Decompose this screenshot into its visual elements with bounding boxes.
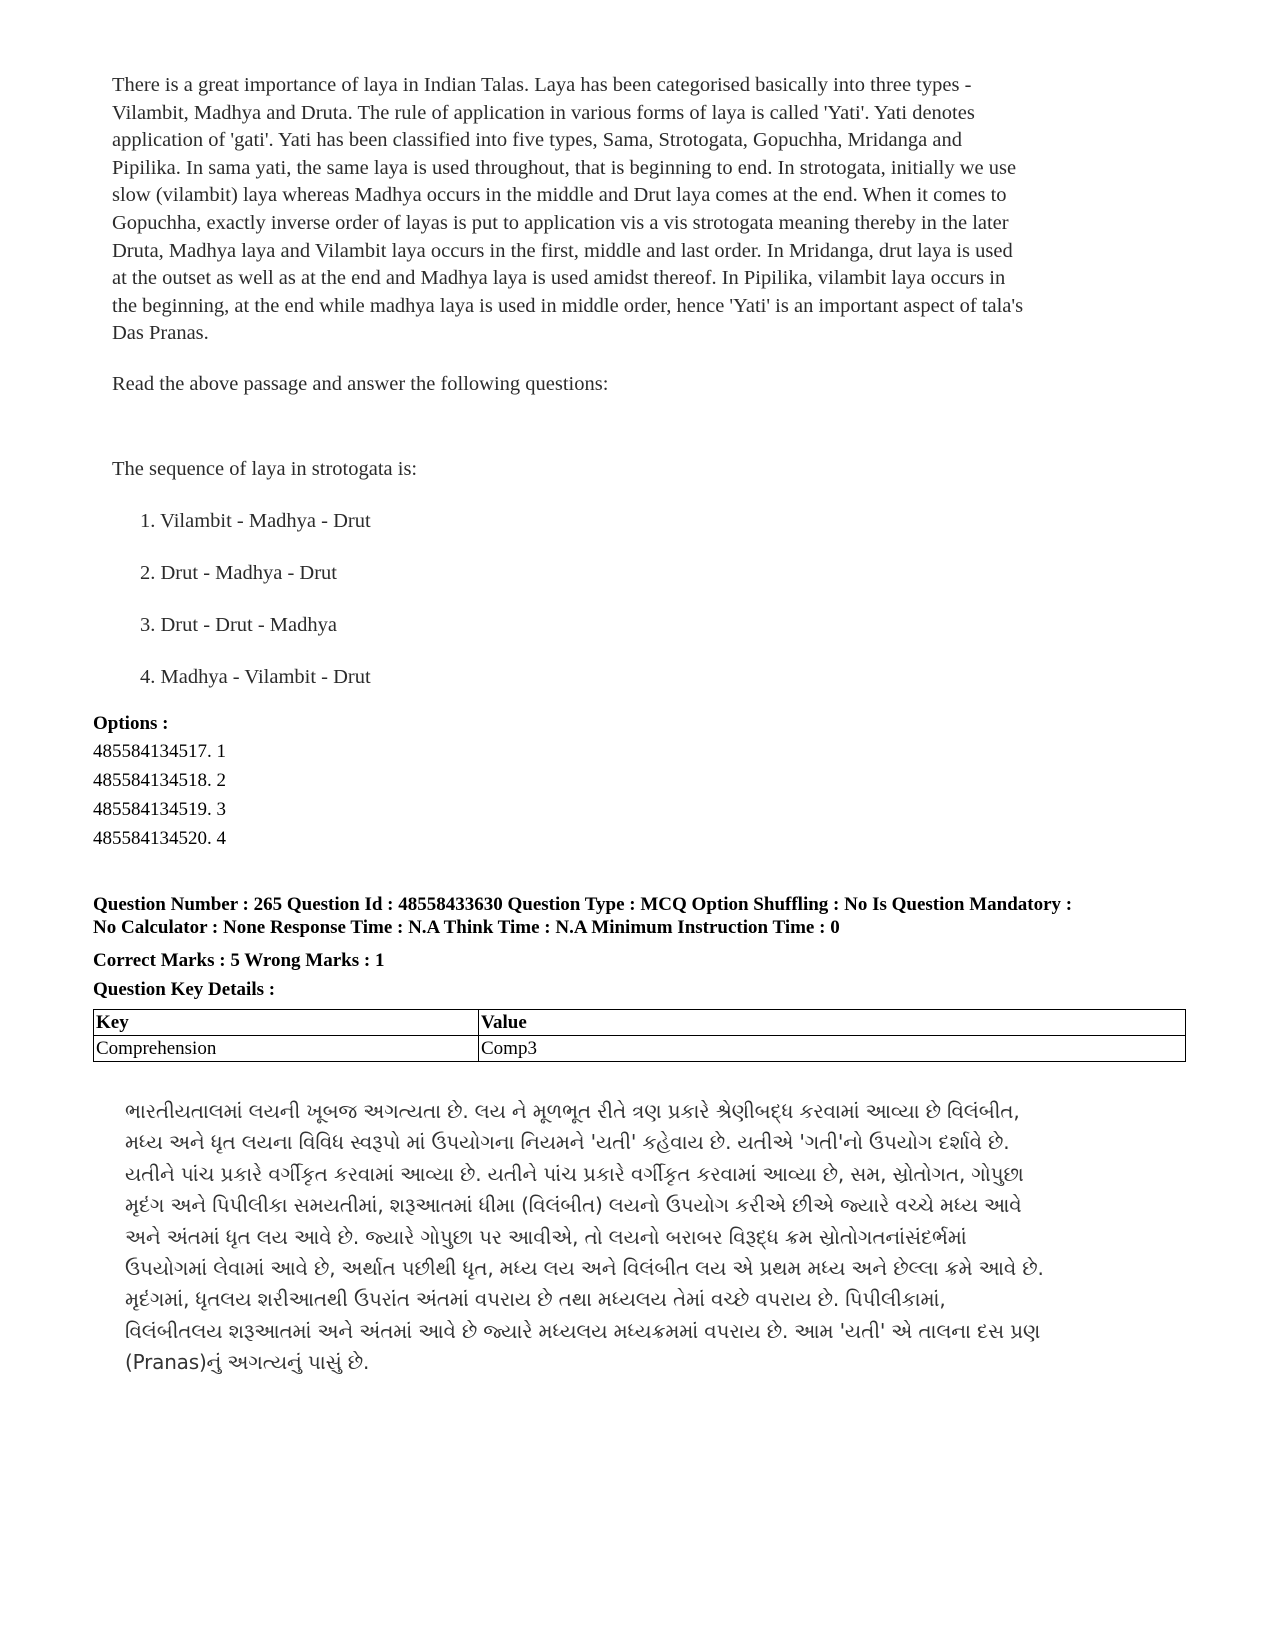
question-choice: 3. Drut - Drut - Madhya: [140, 614, 337, 636]
question-meta-line: Question Number : 265 Question Id : 48558433630 Question Type : MCQ Option Shuffling : No Is Question Mandatory :: [93, 894, 1073, 915]
table-header-value: Value: [479, 1010, 1186, 1036]
gujarati-line: ઉપયોગમાં લેવામાં આવે છે, અર્થાત પછીથી ધૃત, મધ્ય લય અને વિલંબીત લય એ પ્રથમ મધ્ય અને છેલ્લા ક્રમે આવે છે.: [125, 1256, 1044, 1281]
option-item: 485584134517. 1: [93, 741, 226, 762]
options-heading: Options :: [93, 713, 169, 734]
question-text: The sequence of laya in strotogata is:: [112, 458, 418, 480]
option-item: 485584134519. 3: [93, 799, 226, 820]
passage-line: Pipilika. In sama yati, the same laya is used throughout, that is beginning to end. In strotogata, initially we use: [112, 156, 1017, 179]
question-choice: 4. Madhya - Vilambit - Drut: [140, 666, 371, 688]
passage-line: Vilambit, Madhya and Druta. The rule of application in various forms of laya is called 'Yati'. Yati denotes: [112, 101, 975, 124]
table-cell-value: Comp3: [479, 1036, 1186, 1062]
option-item: 485584134518. 2: [93, 770, 226, 791]
gujarati-line: મૃદંગ અને પિપીલીકા સમયતીમાં, શરૂઆતમાં ધીમા (વિલંબીત) લયનો ઉપયોગ કરીએ છીએ જ્યારે વચ્ચે મધ્ય આવે: [125, 1193, 1022, 1218]
passage-line: Druta, Madhya laya and Vilambit laya occurs in the first, middle and last order. In Mridanga, drut laya is used: [112, 239, 1013, 262]
passage-line: the beginning, at the end while madhya laya is used in middle order, hence 'Yati' is an important aspect of tala's: [112, 294, 1024, 317]
gujarati-line: અને અંતમાં ધૃત લય આવે છે. જ્યારે ગોપુછા પર આવીએ, તો લયનો બરાબર વિરૂદ્ધ ક્રમ સ્રોતોગતનાંસંદર્ભમાં: [125, 1224, 967, 1249]
passage-instruction: Read the above passage and answer the following questions:: [112, 373, 609, 395]
question-meta-line: No Calculator : None Response Time : N.A Think Time : N.A Minimum Instruction Time : 0: [93, 917, 840, 938]
gujarati-line: મધ્ય અને ધૃત લયના વિવિધ સ્વરૂપો માં ઉપયોગના નિયમને 'યતી' કહેવાય છે. યતીએ 'ગતી'નો ઉપયોગ દર્શાવે છે.: [125, 1130, 1010, 1155]
option-item: 485584134520. 4: [93, 828, 226, 849]
gujarati-line: યતીને પાંચ પ્રકારે વર્ગીકૃત કરવામાં આવ્યા છે. યતીને પાંચ પ્રકારે વર્ગીકૃત કરવામાં આવ્યા છે, સમ, સ્રોતોગત, ગોપુછા: [125, 1161, 1024, 1186]
table-cell-key: Comprehension: [94, 1036, 479, 1062]
passage-line: at the outset as well as at the end and Madhya laya is used amidst thereof. In Pipilika, vilambit laya occurs in: [112, 267, 1006, 290]
question-choice: 1. Vilambit - Madhya - Drut: [140, 510, 371, 532]
gujarati-line: મૃદંગમાં, ધૃતલય શરીઆતથી ઉપરાંત અંતમાં વપરાય છે તથા મધ્યલય તેમાં વચ્છે વપરાય છે. પિપીલીકામાં,: [125, 1287, 946, 1312]
marks-line: Correct Marks : 5 Wrong Marks : 1: [93, 950, 385, 971]
table-header-key: Key: [94, 1010, 479, 1036]
passage-line: slow (vilambit) laya whereas Madhya occurs in the middle and Drut laya comes at the end. When it comes to: [112, 184, 1007, 207]
table-header-row: [94, 1010, 1186, 1036]
gujarati-passage: [125, 1096, 1185, 1379]
gujarati-line: (Pranas)નું અગત્યનું પાસું છે.: [125, 1350, 370, 1375]
question-key-table: [93, 1009, 1186, 1062]
passage-line: There is a great importance of laya in Indian Talas. Laya has been categorised basically into three types -: [112, 74, 972, 96]
key-details-heading: Question Key Details :: [93, 979, 276, 1000]
passage-line: application of 'gati'. Yati has been classified into five types, Sama, Strotogata, Gopuchha, Mridanga and: [112, 129, 962, 152]
table-row: [94, 1036, 1186, 1062]
passage-line: Das Pranas.: [112, 322, 209, 345]
question-choice: 2. Drut - Madhya - Drut: [140, 562, 337, 584]
gujarati-line: વિલંબીતલય શરૂઆતમાં અને અંતમાં આવે છે જ્યારે મધ્યલય મધ્યક્રમમાં વપરાય છે. આમ 'યતી' એ તાલના દસ પ્રણ: [125, 1318, 1041, 1343]
english-passage: [112, 72, 1172, 348]
passage-line: Gopuchha, exactly inverse order of layas is put to application vis a vis strotogata meaning thereby in the later: [112, 211, 1009, 234]
gujarati-line: ભારતીયતાલમાં લયની ખૂબજ અગત્યતા છે. લય ને મૂળભૂત રીતે ત્રણ પ્રકારે શ્રેણીબદ્ધ કરવામાં આવ્યા છે વિલંબીત,: [125, 1099, 1020, 1123]
